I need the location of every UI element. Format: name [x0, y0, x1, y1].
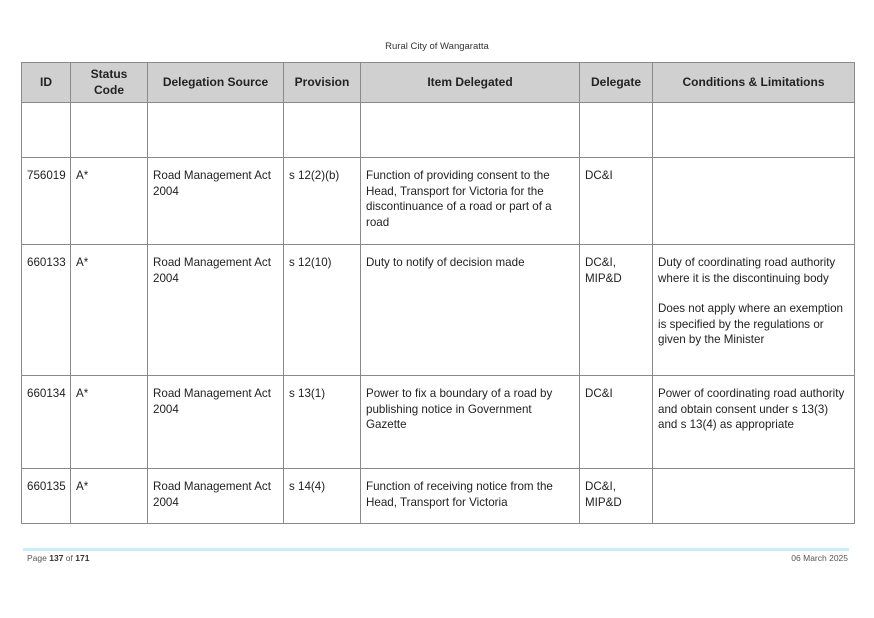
cell-conditions [653, 245, 855, 376]
cell-source: Road Management Act 2004 [148, 158, 284, 245]
column-header-status-code: Status Code [71, 63, 148, 103]
condition-text: Power of coordinating road authority and obtain consent under s 13(3) and s 13(4) as appropriate [658, 387, 845, 432]
cell-source: Road Management Act 2004 [148, 376, 284, 469]
column-header-conditions: Conditions & Limitations [653, 63, 855, 103]
cell-conditions [653, 158, 855, 245]
table-row-empty [22, 103, 855, 158]
table-row [22, 245, 855, 376]
cell-status: A* [71, 376, 148, 469]
cell-provision: s 12(2)(b) [284, 158, 361, 245]
cell-status: A* [71, 469, 148, 524]
footer-divider [23, 548, 849, 551]
cell-id [22, 103, 71, 158]
condition-text: Does not apply where an exemption is specified by the regulations or given by the Minister [658, 302, 843, 347]
column-header-id: ID [22, 63, 71, 103]
page-label: Page [27, 553, 47, 563]
cell-delegate [580, 103, 653, 158]
cell-conditions [653, 103, 855, 158]
condition-text: Duty of coordinating road authority where it is the discontinuing body [658, 256, 836, 285]
cell-provision: s 12(10) [284, 245, 361, 376]
column-header-item-delegated: Item Delegated [361, 63, 580, 103]
cell-status: A* [71, 158, 148, 245]
cell-delegate: DC&I [580, 158, 653, 245]
cell-id: 660134 [22, 376, 71, 469]
cell-item: Function of providing consent to the Head, Transport for Victoria for the discontinuance of a road or part of a road [361, 158, 580, 245]
cell-id: 756019 [22, 158, 71, 245]
cell-item: Power to fix a boundary of a road by publishing notice in Government Gazette [361, 376, 580, 469]
cell-provision: s 14(4) [284, 469, 361, 524]
page-header-title: Rural City of Wangaratta [385, 41, 489, 52]
cell-item [361, 103, 580, 158]
column-header-delegation-source: Delegation Source [148, 63, 284, 103]
table-row [22, 158, 855, 245]
column-header-provision: Provision [284, 63, 361, 103]
cell-conditions [653, 469, 855, 524]
cell-delegate: DC&I, MIP&D [580, 245, 653, 376]
table-row [22, 469, 855, 524]
cell-item: Duty to notify of decision made [361, 245, 580, 376]
cell-provision: s 13(1) [284, 376, 361, 469]
cell-id: 660133 [22, 245, 71, 376]
cell-source: Road Management Act 2004 [148, 469, 284, 524]
table-row [22, 376, 855, 469]
page-current: 137 [49, 553, 64, 563]
cell-provision [284, 103, 361, 158]
cell-source: Road Management Act 2004 [148, 245, 284, 376]
cell-item: Function of receiving notice from the Head, Transport for Victoria [361, 469, 580, 524]
cell-status [71, 103, 148, 158]
footer-date: 06 March 2025 [791, 553, 848, 563]
cell-id: 660135 [22, 469, 71, 524]
cell-source [148, 103, 284, 158]
page-of: of [65, 553, 73, 563]
table-header-row [22, 63, 855, 103]
cell-delegate: DC&I, MIP&D [580, 469, 653, 524]
delegation-table [21, 62, 855, 524]
cell-delegate: DC&I [580, 376, 653, 469]
cell-status: A* [71, 245, 148, 376]
page-total: 171 [75, 553, 90, 563]
cell-conditions [653, 376, 855, 469]
column-header-delegate: Delegate [580, 63, 653, 103]
page-number [27, 553, 89, 563]
